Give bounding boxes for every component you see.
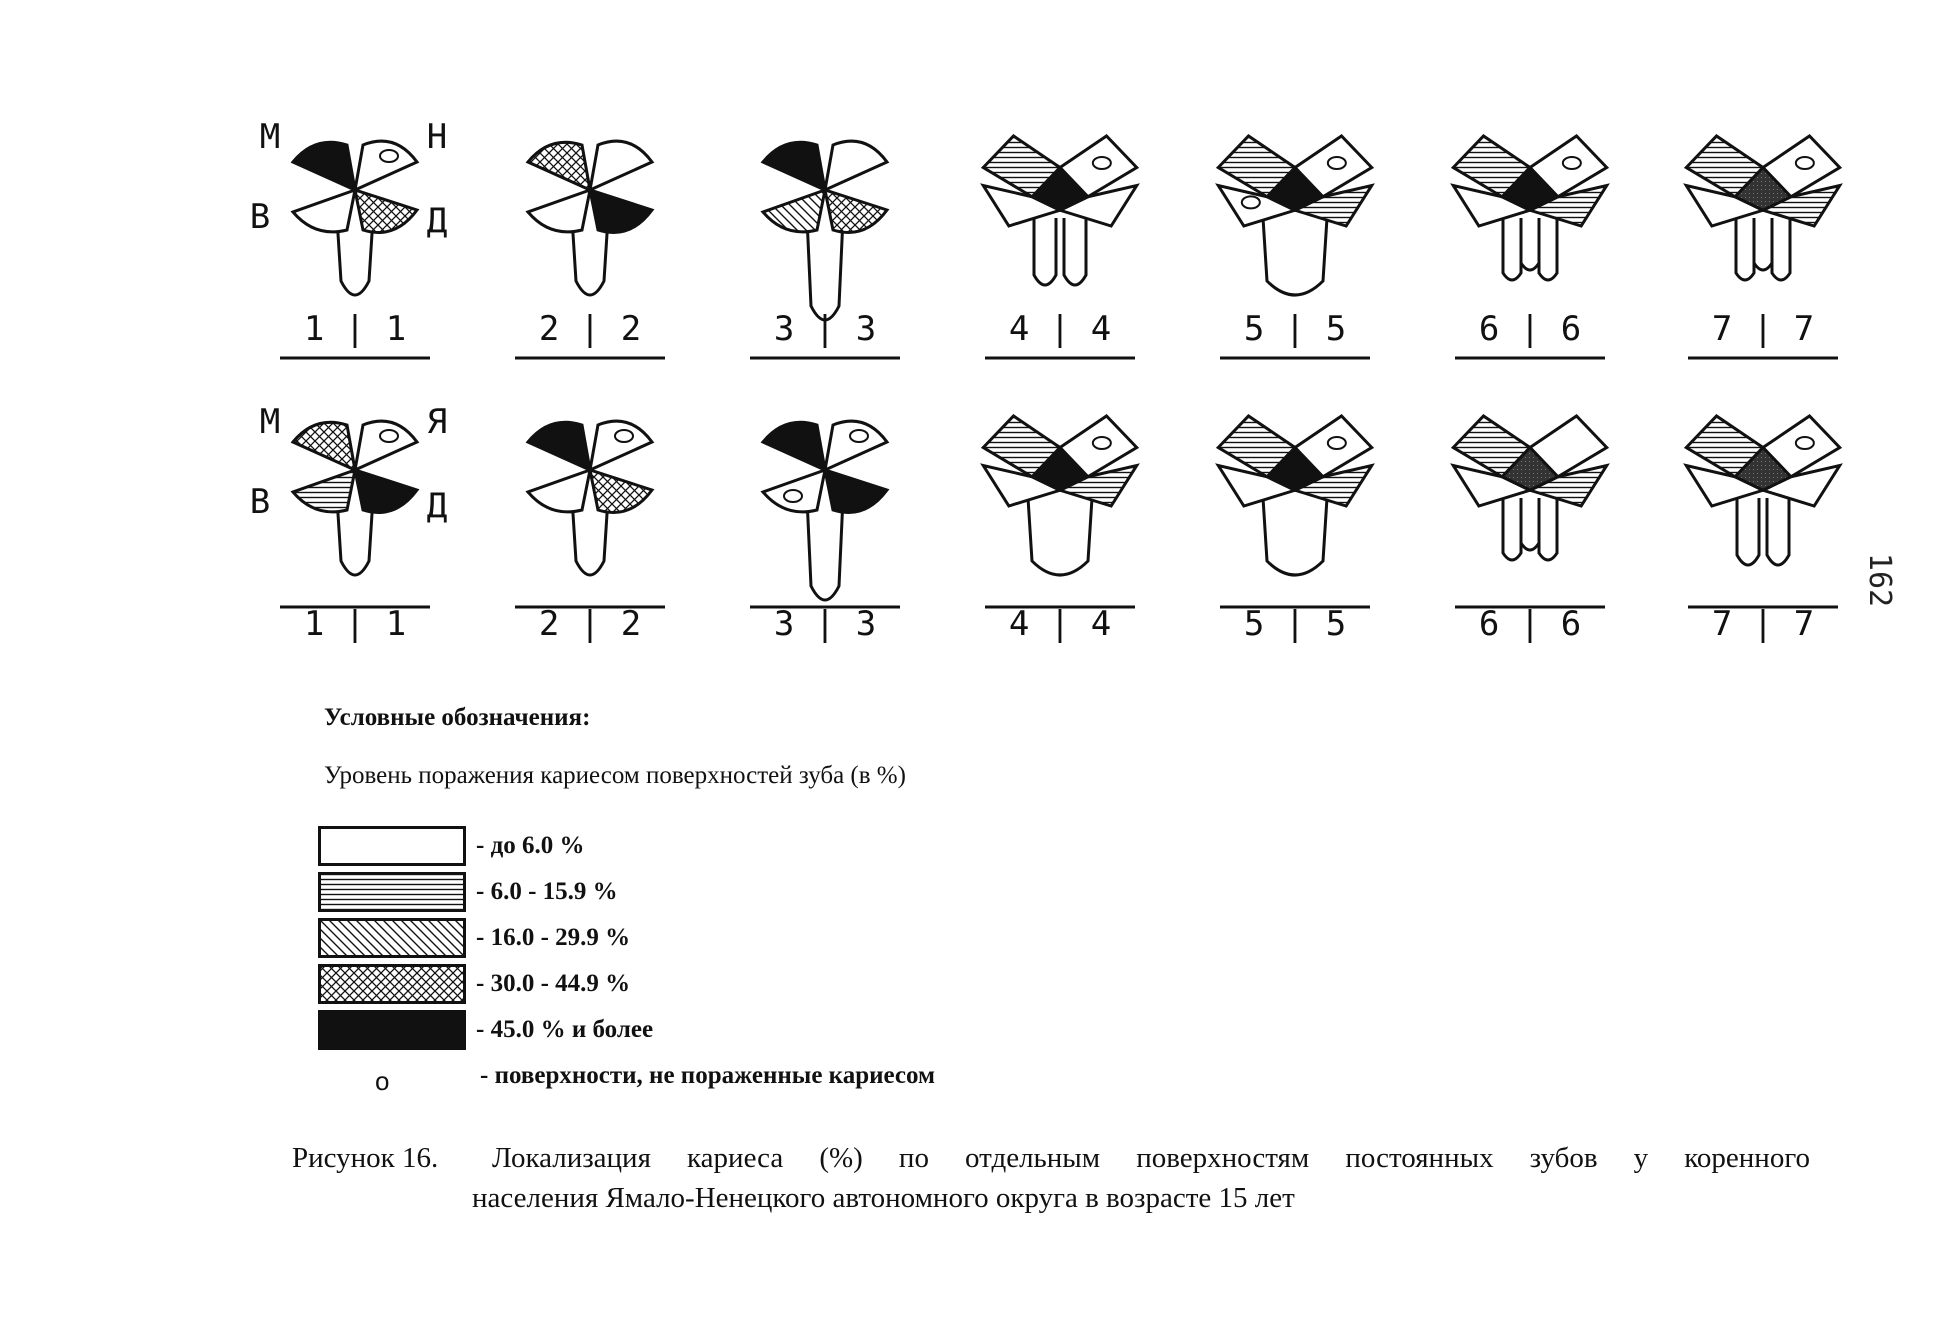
legend-swatch — [318, 826, 466, 866]
surface-letter-bottom-right: Д — [426, 201, 448, 241]
tooth-diagram — [280, 141, 430, 358]
tooth-number-label: 5 | 5 — [1243, 604, 1347, 644]
tooth-root — [1503, 218, 1521, 280]
surface-bottom-left — [763, 190, 825, 232]
surface-bottom-right — [590, 470, 652, 513]
surface-top-left — [763, 422, 825, 470]
tooth-row-1 — [250, 117, 1840, 358]
legend-circle-symbol: о — [375, 1066, 390, 1096]
legend-swatch — [318, 872, 466, 912]
tooth-diagram — [1218, 416, 1371, 644]
tooth-root — [1539, 498, 1557, 560]
tooth-number-label: 6 | 6 — [1478, 309, 1582, 349]
tooth-diagram — [515, 141, 665, 358]
legend-item-text: - 6.0 - 15.9 % — [476, 878, 618, 905]
tooth-diagram — [1686, 136, 1839, 358]
surface-bottom-left — [528, 190, 590, 232]
legend-item-text: - 16.0 - 29.9 % — [476, 924, 631, 951]
surface-top-left — [528, 142, 590, 190]
legend-subtitle: Уровень поражения кариесом поверхностей зуба (в %) — [324, 762, 906, 789]
surface-letter-bottom-left: В — [249, 197, 271, 237]
surface-top-right — [355, 421, 417, 470]
tooth-diagram — [1453, 136, 1606, 358]
tooth-number-label: 3 | 3 — [773, 309, 877, 349]
tooth-number-label: 7 | 7 — [1711, 309, 1815, 349]
tooth-number-label: 2 | 2 — [538, 604, 642, 644]
surface-top-left — [763, 142, 825, 190]
surface-letter-top-right: Н — [426, 117, 448, 157]
tooth-root — [1539, 218, 1557, 280]
tooth-row-2 — [250, 402, 1840, 644]
surface-top-right — [355, 141, 417, 190]
tooth-diagram — [1453, 416, 1606, 644]
surface-bottom-right — [355, 470, 417, 513]
caption-line-1: Локализация кариеса (%) по отдельным поверхностям постоянных зубов у коренного — [492, 1142, 1810, 1174]
tooth-diagram — [750, 421, 900, 644]
tooth-root — [1737, 498, 1759, 565]
tooth-root — [1521, 218, 1539, 270]
caption-line-2: населения Ямало-Ненецкого автономного округа в возрасте 15 лет — [472, 1182, 1295, 1214]
surface-top-right — [825, 141, 887, 190]
legend-swatch — [318, 918, 466, 958]
surface-top-left — [528, 422, 590, 470]
tooth-diagram — [983, 136, 1136, 358]
tooth-diagram — [1218, 136, 1371, 358]
tooth-number-label: 3 | 3 — [773, 604, 877, 644]
legend-swatch — [318, 1010, 466, 1050]
tooth-diagram — [1686, 416, 1839, 644]
tooth-root — [807, 498, 843, 600]
tooth-number-label: 1 | 1 — [303, 604, 407, 644]
surface-bottom-right — [825, 470, 887, 513]
surface-top-right — [825, 421, 887, 470]
surface-letter-top-left: М — [259, 402, 281, 442]
tooth-diagram — [515, 421, 665, 644]
surface-top-right — [590, 421, 652, 470]
page-number: 162 — [1862, 552, 1897, 608]
legend-swatch — [318, 964, 466, 1004]
tooth-root — [1064, 218, 1086, 285]
legend-item-text: - 45.0 % и более — [476, 1016, 654, 1043]
surface-letter-top-left: М — [259, 117, 281, 157]
surface-bottom-right — [825, 190, 887, 233]
surface-letter-bottom-right: Д — [426, 486, 448, 526]
tooth-root — [1521, 498, 1539, 550]
surface-bottom-right — [590, 190, 652, 233]
tooth-root — [1772, 218, 1790, 280]
caption-label: Рисунок 16. — [292, 1142, 439, 1174]
tooth-number-label: 4 | 4 — [1008, 604, 1112, 644]
surface-bottom-left — [528, 470, 590, 512]
surface-bottom-left — [293, 190, 355, 232]
legend-circle-text: - поверхности, не пораженные кариесом — [480, 1062, 936, 1089]
tooth-diagram — [983, 416, 1136, 644]
legend-item-text: - до 6.0 % — [476, 832, 585, 859]
tooth-root — [1767, 498, 1789, 565]
surface-bottom-left — [293, 470, 355, 512]
tooth-number-label: 2 | 2 — [538, 309, 642, 349]
legend-title: Условные обозначения: — [324, 704, 591, 731]
tooth-number-label: 6 | 6 — [1478, 604, 1582, 644]
tooth-root — [1263, 498, 1327, 575]
tooth-root — [1754, 218, 1772, 270]
surface-letter-top-right: Я — [426, 402, 448, 442]
tooth-diagram — [750, 141, 900, 358]
tooth-number-label: 7 | 7 — [1711, 604, 1815, 644]
tooth-root — [1736, 218, 1754, 280]
tooth-root — [1034, 218, 1056, 285]
surface-top-left — [293, 142, 355, 190]
tooth-number-label: 4 | 4 — [1008, 309, 1112, 349]
tooth-root — [807, 218, 843, 320]
tooth-root — [1028, 498, 1092, 575]
surface-letter-bottom-left: В — [249, 482, 271, 522]
tooth-root — [1263, 218, 1327, 295]
tooth-diagram — [280, 421, 430, 644]
tooth-root — [1503, 498, 1521, 560]
legend-item-text: - 30.0 - 44.9 % — [476, 970, 631, 997]
surface-bottom-right — [355, 190, 417, 233]
surface-top-right — [590, 141, 652, 190]
tooth-number-label: 5 | 5 — [1243, 309, 1347, 349]
surface-top-left — [293, 422, 355, 470]
tooth-number-label: 1 | 1 — [303, 309, 407, 349]
